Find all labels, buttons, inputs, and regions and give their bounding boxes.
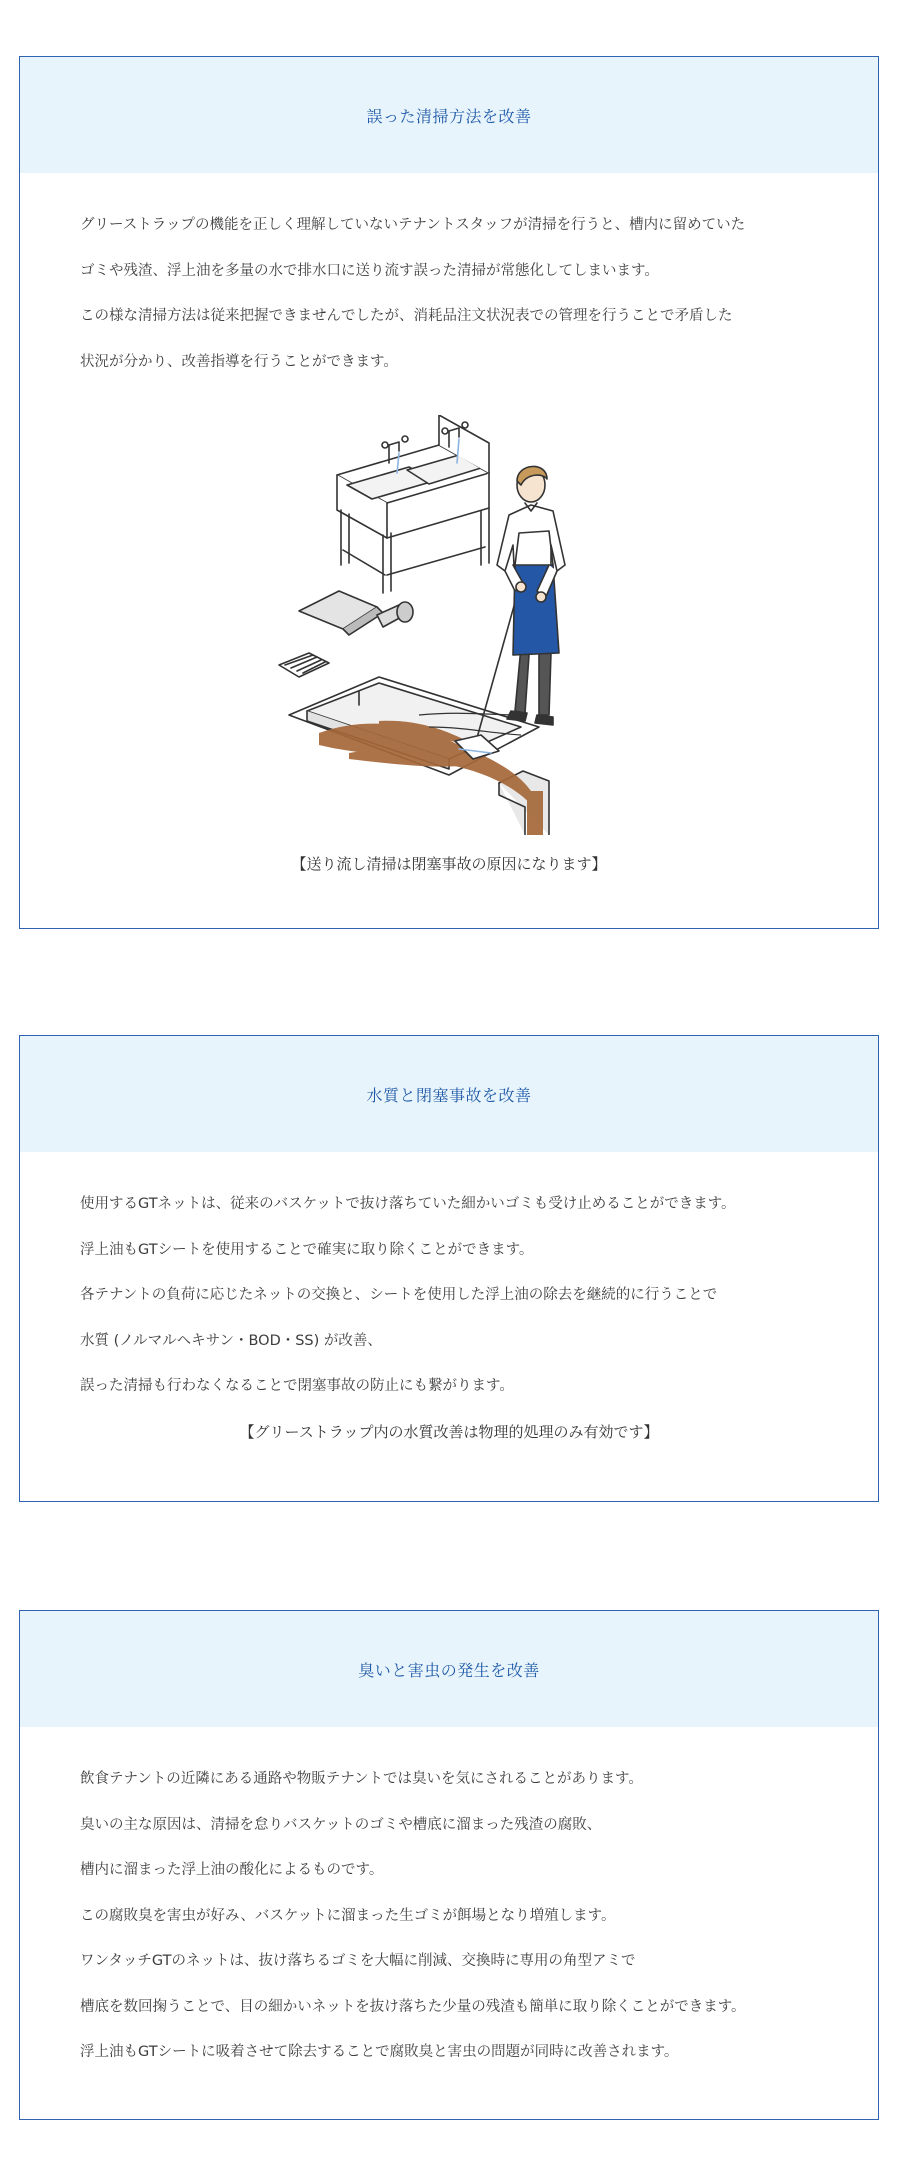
section-header [20,1036,878,1152]
paragraph: 水質 (ノルマルヘキサン・BOD・SS) が改善、 [80,1332,382,1349]
section-water-quality [19,1035,879,1502]
paragraph: 状況が分かり、改善指導を行うことができます。 [80,353,398,370]
paragraph: 臭いの主な原因は、清掃を怠りバスケットのゴミや槽底に溜まった残渣の腐敗、 [80,1816,602,1833]
section-body [20,1727,878,2076]
section-odor-pests [19,1610,879,2120]
paragraph: 槽底を数回掬うことで、目の細かいネットを抜け落ちた少量の残渣も簡単に取り除くことができます。 [80,1998,746,2015]
paragraph: ゴミや残渣、浮上油を多量の水で排水口に送り流す誤った清掃が常態化してしまいます。 [80,262,659,279]
paragraph: 使用するGTネットは、従来のバスケットで抜け落ちていた細かいゴミも受け止めることができます。 [80,1196,736,1212]
section-title: 臭いと害虫の発生を改善 [358,1660,540,1680]
paragraph: 誤った清掃も行わなくなることで閉塞事故の防止にも繋がります。 [80,1378,514,1394]
worker-flushing-grease-trap-illustration [259,415,639,835]
section-header [20,57,878,173]
section-title: 水質と閉塞事故を改善 [366,1085,532,1105]
paragraph: グリーストラップの機能を正しく理解していないテナントスタッフが清掃を行うと、槽内に留めていた [80,217,746,233]
section-header [20,1611,878,1727]
paragraph: 槽内に溜まった浮上油の酸化によるものです。 [80,1862,384,1878]
paragraph: 浮上油もGTシートを使用することで確実に取り除くことができます。 [80,1241,534,1258]
paragraph: この腐敗臭を害虫が好み、バスケットに溜まった生ゴミが餌場となり増殖します。 [80,1907,616,1924]
paragraph: ワンタッチGTのネットは、抜け落ちるゴミを大幅に削減、交換時に専用の角型アミで [80,1953,636,1969]
paragraph: 各テナントの負荷に応じたネットの交換と、シートを使用した浮上油の除去を継続的に行うことで [80,1287,718,1303]
paragraph: 浮上油もGTシートに吸着させて除去することで腐敗臭と害虫の問題が同時に改善されます。 [80,2044,679,2060]
paragraph: この様な清掃方法は従来把握できませんでしたが、消耗品注文状況表での管理を行うことで矛盾した [80,308,733,324]
illustration-caption: 【送り流し清掃は閉塞事故の原因になります】 [291,855,607,873]
section-body [20,173,878,874]
section-body [20,1152,878,1455]
section-note: 【グリーストラップ内の水質改善は物理的処理のみ有効です】 [239,1422,659,1441]
section-wrong-cleaning [19,56,879,929]
section-title: 誤った清掃方法を改善 [366,106,532,126]
paragraph: 飲食テナントの近隣にある通路や物販テナントでは臭いを気にされることがあります。 [80,1771,643,1787]
